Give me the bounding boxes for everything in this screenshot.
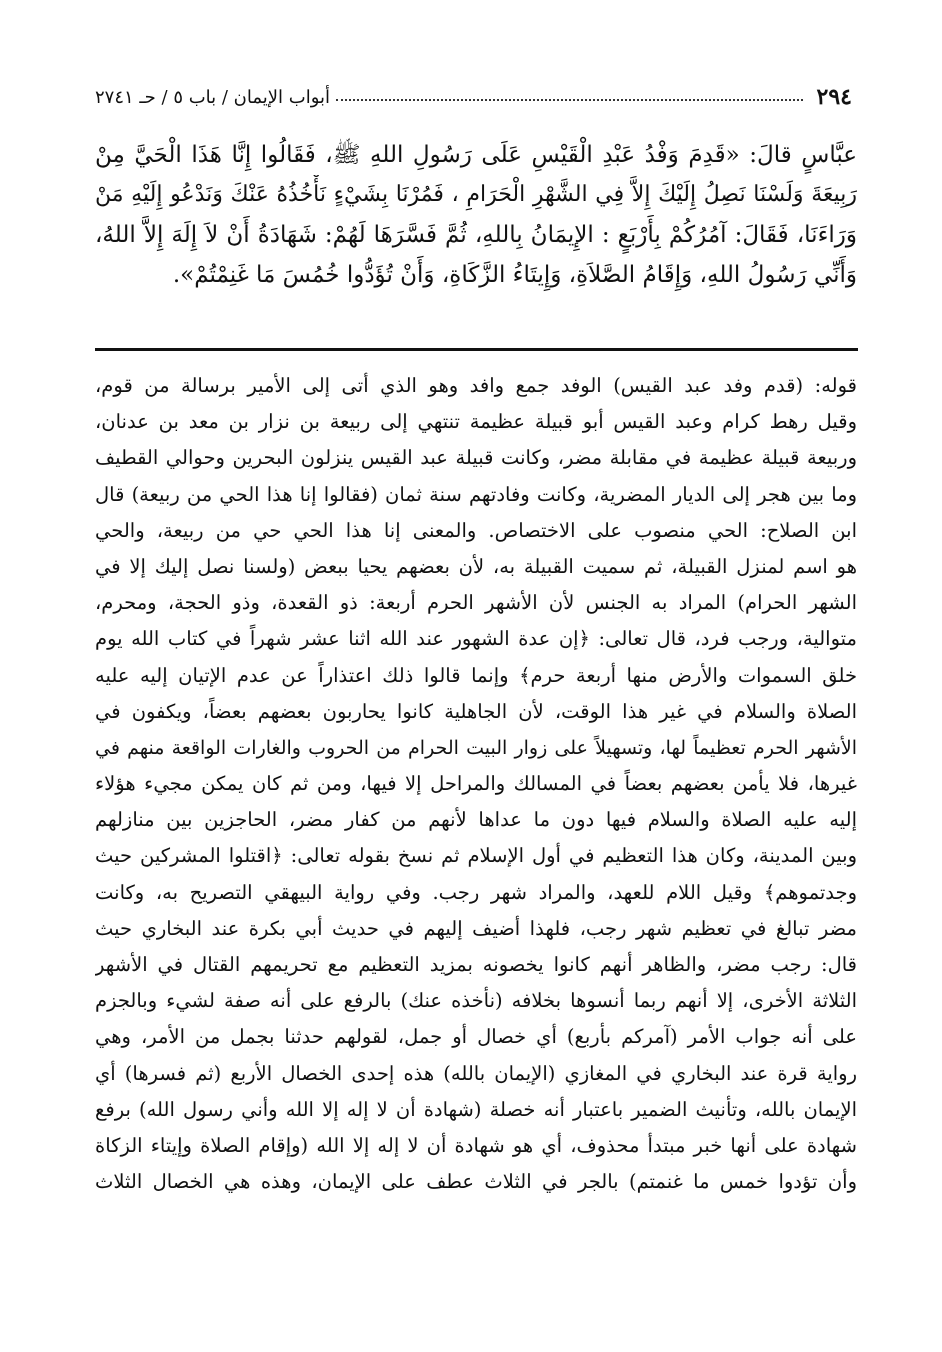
commentary-line: الإيمان بالله، وتأنيث الضمير باعتبار أنه خصلة (شهادة أن لا إله إلا الله وأني رسول الله) برفع bbox=[95, 1097, 857, 1121]
commentary-line: وقيل رهط كرام وعبد القيس أبو قبيلة عظيمة تنتهي إلى ربيعة بن نزار بن معد بن عدنان، bbox=[95, 410, 857, 434]
commentary-line: قوله: (قدم وفد عبد القيس) الوفد جمع وافد وهو الذي أتى إلى الأمير برسالة من قوم، bbox=[95, 374, 857, 397]
commentary-line: الأشهر الحرم تعظيماً لها، وتسهيلاً على زوار البيت الحرام من الحروب والغارات الواقعة منهم في bbox=[95, 736, 857, 759]
commentary-line: وربيعة قبيلة عظيمة في مقابلة مضر، وكانت قبيلة عبد القيس ينزلون البحرين وحوالي القطيف bbox=[95, 446, 857, 470]
commentary-line: قال: رجب مضر، والظاهر أنهم كانوا يخصونه بمزيد التعظيم مع تحريمهم القتال في الأشهر bbox=[95, 953, 857, 976]
running-header bbox=[95, 80, 852, 114]
commentary-line: وجدتموهم﴾ وقيل اللام للعهد، والمراد شهر رجب. وفي رواية البيهقي التصريح به، وكانت bbox=[95, 880, 857, 904]
commentary-line: الثلاثة الأخرى، إلا أنهم ربما أنسوها بخلافه (نأخذه عنك) بالرفع على أنه صفة لشيء وبالجزم bbox=[95, 989, 857, 1013]
commentary-line: على أنه جواب الأمر (آمركم بأربع) أي خصال أو جمل، لقولهم حدثنا بجمل من الأمر، وهي bbox=[95, 1025, 857, 1049]
hadith-line: وَرَاءَنَا، فَقَالَ: آمُرُكُمْ بِأَرْبَعٍ : الإِيمَانُ بِاللهِ، ثُمَّ فَسَّرَهَا لَهُمْ: شَهَادَةُ أَنْ لاَ إِلَهَ إِلاَّ اللهُ، bbox=[95, 222, 857, 248]
commentary-line: غيرها، فلا يأمن بعضهم بعضاً في المسالك والمراحل إلا فيها، ومن ثم كان يمكن مجيء هؤلاء bbox=[95, 772, 857, 796]
commentary-line: ابن الصلاح: الحي منصوب على الاختصاص. والمعنى إنا هذا الحي حي من ربيعة، والحي bbox=[95, 518, 857, 542]
header-dot-leader bbox=[336, 99, 803, 101]
commentary-line: وبين المدينة، وكان هذا التعظيم في أول الإسلام ثم نسخ بقوله تعالى: ﴿اقتلوا المشركين حيث bbox=[95, 844, 857, 868]
hadith-text bbox=[95, 135, 857, 295]
commentary-line: مضر تبالغ في تعظيم شهر رجب، فلهذا أضيف إليهم في حديث أبي بكرة عند البخاري حيث bbox=[95, 916, 857, 940]
header-title: أبواب الإيمان / باب ٥ / حـ ٢٧٤١ bbox=[95, 86, 331, 108]
hadith-line: رَبِيعَةَ وَلَسْنَا نَصِلُ إِلَيْكَ إِلاَّ فِي الشَّهْرِ الْحَرَامِ ، فَمُرْنَا بِشَيْءٍ نَأْخُذُهُ عَنْكَ وَنَدْعُو إِلَيْهِ مَنْ bbox=[95, 182, 857, 207]
hadith-line: عبَّاسٍ قالَ: «قَدِمَ وَفْدُ عَبْدِ الْقَيْسِ عَلَى رَسُولِ اللهِ ﷺ، فَقَالُوا إِنَّا هَذَا الْحَيَّ مِنْ bbox=[95, 142, 857, 168]
commentary-line: هو اسم لمنزل القبيلة، ثم سميت القبيلة به، لأن بعضهم يحيا ببعض (ولسنا نصل إليك إلا في bbox=[95, 554, 857, 578]
commentary-line: شهادة على أنها خبر مبتدأ محذوف، أي هو شهادة أن لا إله إلا الله (وإقام الصلاة وإيتاء الزكاة bbox=[95, 1133, 857, 1157]
commentary-line: الصلاة والسلام في غير هذا الوقت، لأن الجاهلية كانوا يحاربون بعضهم بعضاً، ويكفون في bbox=[95, 699, 857, 723]
commentary-line: الشهر الحرام) المراد به الجنس لأن الأشهر الحرم أربعة: ذو القعدة، وذو الحجة، ومحرم، bbox=[95, 591, 857, 615]
commentary-line: وما بين هجر إلى الديار المضرية، وكانت وفادتهم سنة ثمان (فقالوا إنا هذا الحي من ربيعة) قال bbox=[95, 482, 857, 506]
commentary-line: إليه عليه الصلاة والسلام فيها دون ما عداها لأنهم من كفار مضر، الحاجزين بين منازلهم bbox=[95, 808, 857, 832]
commentary-line: متوالية، ورجب فرد، قال تعالى: ﴿إن عدة الشهور عند الله اثنا عشر شهراً في كتاب الله يوم bbox=[95, 627, 857, 651]
commentary-line: وأن تؤدوا خمس ما غنمتم) بالجر في الثلاث عطف على الإيمان، وهذه هي الخصال الثلاث bbox=[95, 1170, 857, 1194]
commentary-line: خلق السموات والأرض منها أربعة حرم﴾ وإنما قالوا ذلك اعتذاراً عن عدم الإتيان إليه عليه bbox=[95, 663, 857, 687]
page-number: ٢٩٤ bbox=[816, 84, 852, 110]
commentary-text bbox=[95, 368, 857, 1200]
hadith-line: وَأَنِّي رَسُولُ اللهِ، وَإِقَامُ الصَّلاَةِ، وَإِيتَاءُ الزَّكَاةِ، وَأَنْ تُؤَدُّوا خُمُسَ مَا غَنِمْتُمْ». bbox=[172, 262, 857, 288]
section-divider bbox=[95, 348, 858, 351]
commentary-line: رواية قرة عند البخاري في المغازي (الإيمان بالله) هذه إحدى الخصال الأربع (ثم فسرها) أي bbox=[95, 1061, 857, 1085]
